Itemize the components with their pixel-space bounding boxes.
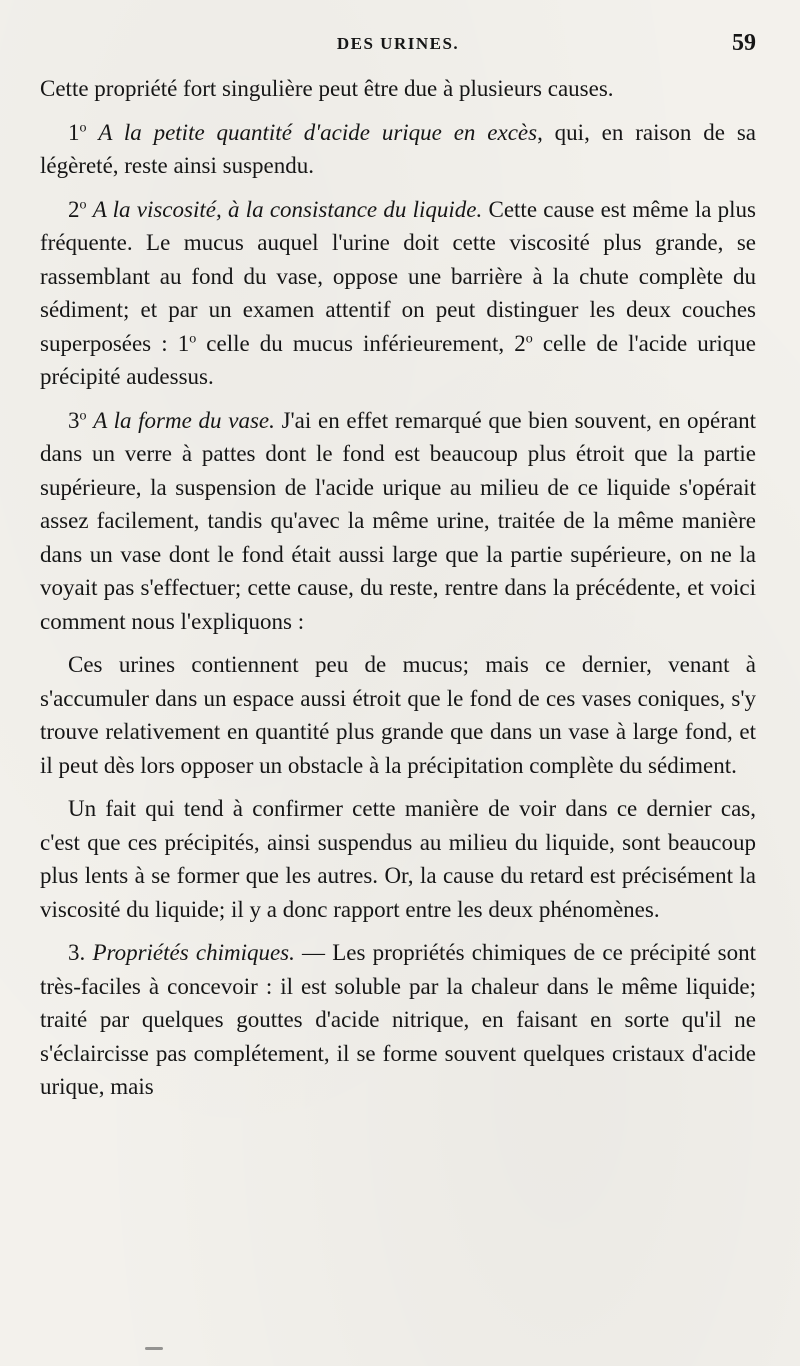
running-title: DES URINES. [336,34,460,53]
paragraph [40,72,756,106]
body-text [40,72,756,1114]
ordinal-superscript: o [189,330,197,346]
text-run: 1 [68,119,80,145]
text-run [87,120,99,145]
italic-heading: A la viscosité, à la consistance du liquide. [92,196,483,222]
paragraph [40,936,756,1104]
ordinal-superscript: o [79,407,87,423]
paragraph [40,648,756,782]
text-run: Un fait qui tend à confirmer cette manière de voir dans ce dernier cas, c'est que ces précipités, ainsi suspendus au milieu du liquide, sont beaucoup plus lents à se former que les autres. Or, la cause du retard est précisément la viscosité du liquide; il y a donc rapport entre les deux phénomènes. [40,796,756,922]
text-run: , qui, en raison de sa légèreté, reste ainsi suspendu. [40,119,757,178]
text-run: Cette propriété fort singulière peut être due à plusieurs causes. [40,76,614,101]
text-run: J'ai en effet remarqué que bien souvent, en opérant dans un verre à pattes dont le fond est beaucoup plus étroit que la partie supérieure, la suspension de l'acide urique au milieu de ce liquide s'opérait assez facilement, tandis qu'avec la même urine, traitée de la même manière dans un vase dont le fond était aussi large que la partie supérieure, on ne la voyait pas s'effectuer; cette cause, du reste, rentre dans la précédente, et voici comment nous l'expliquons : [40,407,757,634]
italic-heading: A la forme du vase. [93,407,275,433]
italic-heading: Propriétés chimiques. [92,940,295,965]
text-run: 3 [68,407,80,433]
text-run: Cette cause est même la plus fréquente. Le mucus auquel l'urine doit cette viscosité plus grande, se rassemblant au fond du vase, oppose une barrière à la chute complète du sédiment; et par un examen attentif on peut distinguer les deux couches superposées : 1 [40,196,756,356]
paragraph [40,404,756,639]
ordinal-superscript: o [79,119,87,135]
ordinal-superscript: o [79,196,87,212]
text-run: 3. [68,940,93,965]
text-run: celle de l'acide urique précipité audessus. [40,330,757,389]
text-run: Ces urines contiennent peu de mucus; mais ce dernier, venant à s'accumuler dans un espace aussi étroit que le fond de ces vases coniques, s'y trouve relativement en quantité plus grande que dans un vase à large fond, et il peut dès lors opposer un obstacle à la précipitation complète du sédiment. [40,652,756,778]
paragraph [40,193,756,394]
italic-heading: A la petite quantité d'acide urique en excès [98,119,538,145]
page-number: 59 [732,30,756,56]
running-head [40,30,756,64]
ordinal-superscript: o [525,330,533,346]
paragraph [40,116,756,183]
ink-mark [145,1347,163,1350]
text-run: — Les propriétés chimiques de ce précipité sont très-faciles à concevoir : il est soluble par la chaleur dans le même liquide; traité par quelques gouttes d'acide nitrique, en faisant en sorte qu'il ne s'éclaircisse pas complétement, il se forme souvent quelques cristaux d'acide urique, mais [40,940,756,1099]
text-run: celle du mucus inférieurement, 2 [196,330,526,356]
text-run: 2 [68,196,80,222]
paragraph [40,792,756,926]
